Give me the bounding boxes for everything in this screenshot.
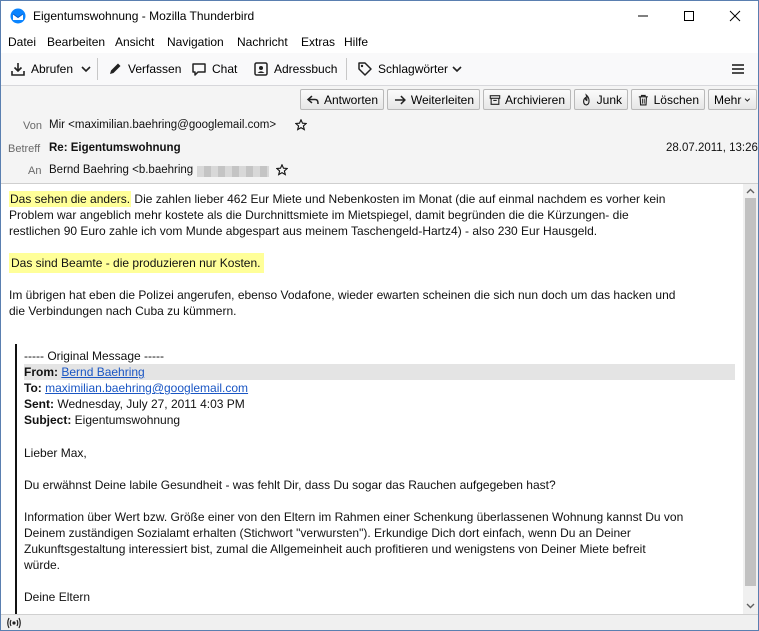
close-icon [729, 10, 741, 22]
compose-label: Verfassen [128, 62, 182, 76]
forward-button[interactable] [387, 89, 480, 110]
quote-signoff: Deine Eltern [24, 590, 91, 604]
maximize-icon [683, 10, 695, 22]
highlighted-text: Das sind Beamte - die produzieren nur Kosten. [9, 253, 264, 273]
scrollbar-thumb[interactable] [745, 198, 756, 586]
archive-label: Archivieren [504, 92, 565, 107]
menu-help[interactable]: Hilfe [344, 35, 369, 49]
trash-icon [637, 93, 650, 107]
reply-button[interactable] [300, 89, 384, 110]
scroll-up-arrow-icon[interactable] [743, 185, 758, 197]
title-bar [1, 1, 758, 31]
to-value[interactable]: Bernd Baehring <b.baehring [49, 164, 194, 176]
toolbar-separator [346, 58, 347, 80]
maximize-button[interactable] [666, 1, 712, 31]
paragraph-3: Im übrigen hat eben die Polizei angerufen, ebenso Vodafone, wieder ewarten scheinen die sich nun doch um das hacken und die Verbindungen nach Cuba zu kümmern. [9, 288, 676, 318]
quote-sent-row: Sent: Wednesday, July 27, 2011 4:03 PM [24, 397, 245, 411]
quote-from-link[interactable]: Bernd Baehring [61, 365, 145, 379]
from-value[interactable]: Mir <maximilian.baehring@googlemail.com> [49, 119, 277, 131]
online-status-icon[interactable] [6, 616, 22, 630]
chevron-down-icon [451, 63, 463, 75]
download-icon [10, 61, 26, 77]
highlighted-text: Das sehen die anders. [10, 192, 131, 206]
hamburger-menu-icon [731, 62, 745, 76]
chat-bubble-icon [191, 61, 207, 77]
paragraph-1: Das sehen die anders. Die zahlen lieber 462 Eur Miete und Nebenkosten im Monat (die auf einmal nachdem es vorher kein Problem war angeblich mehr kostete als die Durchnittsmiete im Mietspiegel, damit begründen die die Kürzungen- die restlichen 90 Euro zahle ich vom Munde abgespart aus meinem Taschengeld-Hartz4) - also 230 Eur Hausgeld. [9, 192, 666, 238]
quote-paragraph-1: Du erwähnst Deine labile Gesundheit - was fehlt Dir, dass Du sogar das Rauchen aufgegeben hast? [24, 478, 556, 492]
status-bar [1, 614, 758, 631]
message-body [1, 184, 743, 614]
forward-label: Weiterleiten [410, 92, 474, 107]
to-label: An [28, 165, 42, 177]
toolbar-separator [97, 58, 98, 80]
address-book-icon [253, 61, 269, 77]
menu-navigation[interactable]: Navigation [167, 35, 224, 49]
get-mail-dropdown[interactable] [80, 58, 97, 80]
quote-to-link[interactable]: maximilian.baehring@googlemail.com [45, 381, 249, 395]
quote-from-row: From: Bernd Baehring [24, 364, 735, 380]
tags-label: Schlagwörter [378, 62, 449, 76]
quote-subject-row: Subject: Eigentumswohnung [24, 413, 181, 427]
quote-to-row: To: maximilian.baehring@googlemail.com [24, 381, 249, 395]
main-toolbar [1, 53, 758, 86]
quote-paragraph-2: Information über Wert bzw. Größe einer von den Eltern im Rahmen einer Schenkung überlassenen Wohnung kannst Du von Deinem zuständigen Sozialamt erhalten (Stichwort "verwursten"). Erkundige Dich dort einfach, wenn Du an Deiner Zukunftsgestaltung interessiert bist, zumal die Allgemeinheit auch profitieren und wenigstens von Deiner Miete befreit würde. [24, 510, 684, 572]
get-mail-button[interactable] [10, 58, 73, 80]
reply-label: Antworten [323, 92, 378, 107]
subject-label: Betreff [8, 143, 41, 155]
menu-edit[interactable]: Bearbeiten [47, 35, 106, 49]
menu-file[interactable]: Datei [8, 35, 37, 49]
junk-label: Junk [596, 92, 622, 107]
window-title: Eigentumswohnung - Mozilla Thunderbird [33, 9, 255, 23]
minimize-icon [637, 10, 649, 22]
star-icon[interactable] [276, 164, 288, 176]
from-label: Von [23, 120, 42, 132]
tag-icon [357, 61, 373, 77]
more-label: Mehr [714, 92, 742, 107]
chat-button[interactable] [191, 58, 237, 80]
menu-message[interactable]: Nachricht [237, 35, 288, 49]
minimize-button[interactable] [620, 1, 666, 31]
quote-greeting: Lieber Max, [24, 446, 87, 460]
chevron-down-icon [744, 95, 751, 105]
junk-flame-icon [580, 93, 593, 107]
chevron-down-icon [80, 63, 92, 75]
quoted-message [15, 344, 737, 614]
address-book-label: Adressbuch [274, 62, 338, 76]
archive-button[interactable] [483, 89, 571, 110]
menu-tools[interactable]: Extras [301, 35, 336, 49]
address-book-button[interactable] [253, 58, 337, 80]
star-icon[interactable] [295, 119, 307, 131]
chat-label: Chat [212, 62, 238, 76]
menu-view[interactable]: Ansicht [115, 35, 155, 49]
close-button[interactable] [712, 1, 758, 31]
tags-button[interactable] [357, 58, 463, 80]
message-header [1, 86, 758, 184]
pencil-icon [107, 61, 123, 77]
thunderbird-logo-icon [10, 8, 26, 24]
original-message-separator: ----- Original Message ----- [24, 349, 165, 363]
menu-bar [1, 31, 758, 52]
archive-box-icon [489, 93, 501, 107]
reply-arrow-icon [306, 93, 320, 107]
redacted-email [197, 166, 269, 177]
get-mail-label: Abrufen [31, 62, 74, 76]
vertical-scrollbar[interactable] [743, 184, 758, 614]
forward-arrow-icon [393, 93, 407, 107]
app-menu-button[interactable] [731, 58, 750, 80]
date-value: 28.07.2011, 13:26 [666, 142, 758, 154]
subject-value: Re: Eigentumswohnung [49, 142, 181, 154]
scroll-down-arrow-icon[interactable] [743, 600, 758, 612]
delete-label: Löschen [653, 92, 699, 107]
junk-button[interactable] [574, 89, 628, 110]
compose-button[interactable] [107, 58, 181, 80]
delete-button[interactable] [631, 89, 705, 110]
paragraph-2 [9, 255, 731, 271]
more-button[interactable] [708, 89, 757, 110]
